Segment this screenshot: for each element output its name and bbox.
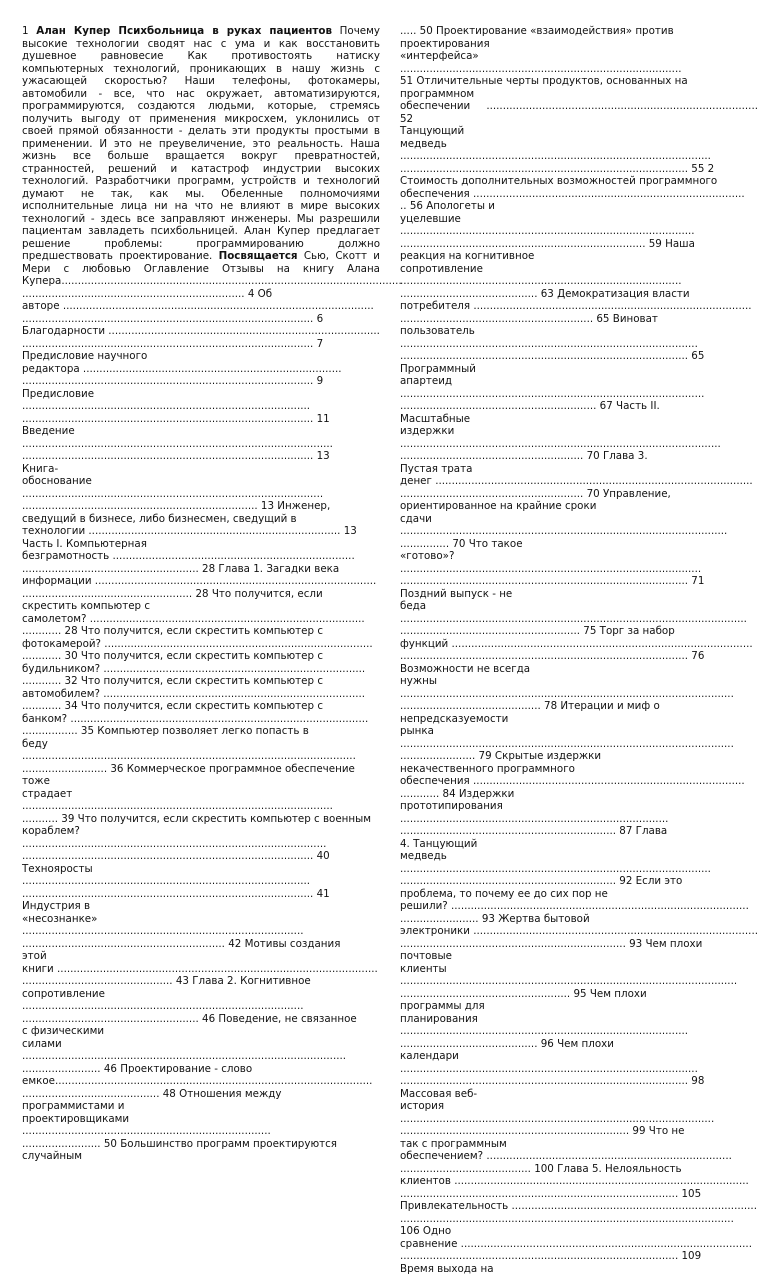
left-column <box>22 25 402 1162</box>
intro-text: Почему высокие технологии сводят нас с ума и как восстановить душевное равновесие Как противостоять натиску компьютерных технологий, проникающих в нашу жизнь с ужасающей скоростью? Наши телефоны, фотокамеры, автомобили - все, что нас окружает, автоматизируются, программируются, создаются людьми, которые, стремясь получить выгоду от применения микросхем, уклонились от своей прямой обязанности - делать эти продукты простыми в применении. И это не преувеличение, это реальность. Наша жизнь все больше вращается вокруг превратностей, странностей, решений и катастроф индустрии высоких технологий. Разработчики программ, устройств и технологий думают не так, как мы. Обеленные полномочиями исполнительные лица ни на что не влияют в мире высоких технологий - здесь все заправляют инженеры. Мы разрешили пациентам завладеть психбольницей. Алан Купер предлагает решение проблемы: программированию должно предшествовать проектирование. <box>22 25 380 262</box>
dedication-label: Посвящается <box>218 250 298 262</box>
toc-left: ........................................................................................................ .................................................................... 4 Об авторе ............................................................................................... ......................................................................................... 6 Благодарности ................................................................................... ......................................................................................... 7 Предисловие научного редактора ............................................................................... ......................................................................................... 9 Предисловие ........................................................................................ ......................................................................................... 11 Введение ............................................................................................... ......................................................................................... 13 Книга- обоснование ............................................................................................ ........................................................................ 13 Инженер, сведущий в бизнесе, либо бизнесмен, сведущий в технологии ............................................................................. 13 Часть I. Компьютерная безграмотность .......................................................................... ...................................................... 28 Глава 1. Загадки века информации ...................................................................................... .................................................... 28 Что получится, если скрестить компьютер с самолетом? .................................................................................... ............ 28 Что получится, если скрестить компьютер с фотокамерой? .................................................................................. ............ 30 Что получится, если скрестить компьютер с будильником? ................................................................................ ............ 32 Что получится, если скрестить компьютер с автомобилем? ................................................................................ ............ 34 Что получится, если скрестить компьютер с банком? ........................................................................................... ................. 35 Компьютер позволяет легко попасть в беду ...................................................................................................... .......................... 36 Коммерческое программное обеспечение тоже страдает ............................................................................................... ........... 39 Что получится, если скрестить компьютер с военным кораблем? ............................................................................................. ......................................................................................... 40 Технояросты ........................................................................................ ......................................................................................... 41 Индустрия в «несознанке» ...................................................................................... .............................................................. 42 Мотивы создания этой книги .................................................................................................. .............................................. 43 Глава 2. Когнитивное сопротивление ...................................................................................... ...................................................... 46 Поведение, не связанное с физическими силами ................................................................................................... ........................ 46 Проектирование - слово емкое................................................................................................. .......................................... 48 Отношения между программистами и проектировщиками ............................................................................ ........................ 50 Большинство программ проектируются случайным <box>22 275 402 1162</box>
dedication-text: Сью, Скотт и Мери с любовью Оглавление Отзывы на книгу Алана Купера <box>22 250 380 287</box>
book-title: Алан Купер Психбольница в руках пациентов <box>36 25 332 37</box>
page-number: 1 <box>22 25 29 37</box>
right-column <box>400 25 758 1275</box>
toc-right: ..... 50 Проектирование «взаимодействия» против проектирования «интерфейса» ...................................................................................... 51 Отличительные черты продуктов, основанных на программном обеспечении ................................................................................... 52 Танцующий медведь ............................................................................................... ........................................................................................ 55 2 Стоимость дополнительных возможностей программного обеспечения ................................................................................... .. 56 Апологеты и уцелевшие .......................................................................................... ........................................................................... 59 Наша реакция на когнитивное сопротивление ...................................................................................... .......................................... 63 Демократизация власти потребителя ..................................................................................... ........................................................... 65 Виноват пользователь ........................................................................................... ........................................................................................ 65 Программный апартеид ............................................................................................. ............................................................ 67 Часть II. Масштабные издержки .................................................................................................. ........................................................ 70 Глава 3. Пустая трата денег ................................................................................................. ........................................................ 70 Управление, ориентированное на крайние сроки сдачи .................................................................................................... ............... 70 Что такое «готово»? ............................................................................................ ........................................................................................ 71 Поздний выпуск - не беда .......................................................................................................... ....................................................... 75 Торг за набор функций ............................................................................................ ........................................................................................ 76 Возможности не всегда нужны ...................................................................................................... ........................................... 78 Итерации и миф о непредсказуемости рынка ...................................................................................................... ....................... 79 Скрытые издержки некачественного программного обеспечения ................................................................................... ............ 84 Издержки прототипирования .................................................................................. .................................................................. 87 Глава 4. Танцующий медведь ............................................................................................... .................................................................. 92 Если это проблема, то почему ее до сих пор не решили? ........................................................................................... ........................ 93 Жертва бытовой электроники ....................................................................................... ..................................................................... 93 Чем плохи почтовые клиенты ....................................................................................................... .................................................... 95 Чем плохи программы для планирования ........................................................................................ .......................................... 96 Чем плохи календари ........................................................................................... ........................................................................................ 98 Массовая веб- история ................................................................................................ ...................................................................... 99 Что не так с программным обеспечением? ........................................................................... ........................................ 100 Глава 5. Нелояльность клиентов .......................................................................................... ..................................................................................... 105 Привлекательность ........................................................................... ...................................................................................................... 106 Одно сравнение ......................................................................................... ..................................................................................... 109 Время выхода на <box>400 25 758 1275</box>
intro-paragraph <box>22 25 402 1163</box>
